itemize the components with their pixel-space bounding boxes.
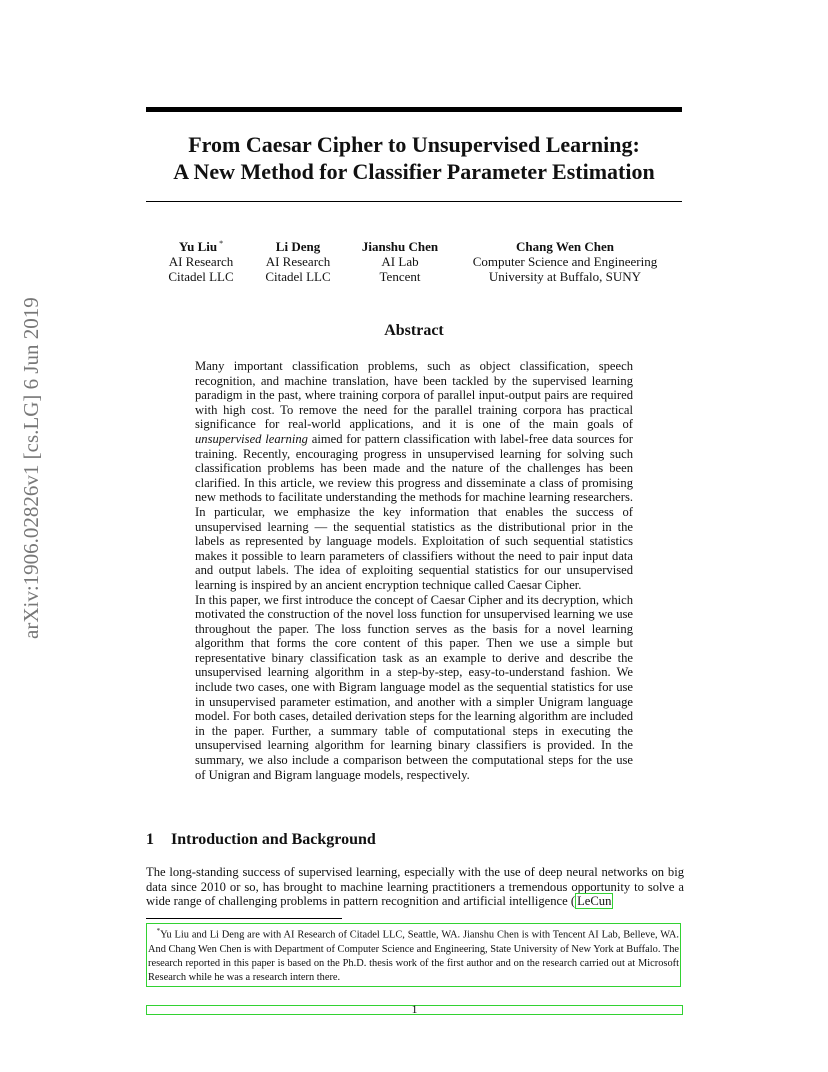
arxiv-stamp: arXiv:1906.02826v1 [cs.LG] 6 Jun 2019 [19, 297, 43, 639]
author-affiliation: AI Research [265, 254, 331, 269]
author-footnote-marker[interactable]: * [219, 238, 224, 248]
section-heading [146, 831, 376, 849]
author-block-1 [161, 239, 241, 284]
author-org: Citadel LLC [265, 269, 331, 284]
title-top-rule [146, 107, 682, 112]
author-affiliation: Computer Science and Engineering [472, 254, 658, 269]
author-org: Citadel LLC [168, 269, 234, 284]
author-name: Li Deng [275, 239, 321, 254]
author-name: Yu Liu [178, 239, 218, 254]
title-line-1: From Caesar Cipher to Unsupervised Learning: [188, 132, 640, 157]
author-affiliation: AI Lab [381, 254, 419, 269]
footnote-marker: * [156, 927, 161, 935]
title-bottom-rule [146, 201, 682, 202]
abstract-body [195, 359, 633, 782]
author-block-3 [355, 239, 445, 284]
title-line-2: A New Method for Classifier Parameter Estimation [173, 159, 655, 184]
footnote[interactable] [146, 923, 681, 987]
author-block-4 [462, 239, 668, 284]
abstract-paragraph-2: In this paper, we first introduce the concept of Caesar Cipher and its decryption, which motivated the construction of the novel loss function for unsupervised learning we use throughout the paper. The loss function serves as the basis for a novel learning algorithm that forms the core content of this paper. Then we use a simple but representative binary classification task as an example to derive and describe the unsupervised learning algorithm in a step-by-step, easy-to-understand fashion. We include two cases, one with Bigram language model as the sequential statistics for use in unsupervised parameter estimation, and another with a simpler Unigram language model. For both cases, detailed derivation steps for the learning algorithm are included in the paper. Further, a summary table of computational steps in executing the unsupervised learning algorithm for learning binary classifiers is provided. In the summary, we also include a comparison between the computational steps for the use of Unigran and Bigram language models, respectively. [195, 592, 633, 782]
author-block-2 [258, 239, 338, 284]
author-org: University at Buffalo, SUNY [488, 269, 642, 284]
footnote-rule [146, 918, 342, 919]
page-number: 1 [411, 1002, 418, 1016]
section-number: 1 [146, 831, 154, 848]
emphasis-unsupervised-learning: unsupervised learning [195, 431, 308, 446]
footnote-text: Yu Liu and Li Deng are with AI Research of Citadel LLC, Seattle, WA. Jianshu Chen is with Tencent AI Lab, Belleve, WA. And Chang Wen Chen is with Department of Computer Science and Engineering, State University of New York at Buffalo. The research reported in this paper is based on the Ph.D. thesis work of the first author and on the research carried out at Microsoft Research while he was a research intern there. [148, 929, 679, 984]
section-title: Introduction and Background [171, 831, 376, 848]
abstract-paragraph-1: Many important classification problems, such as object classification, speech recognition, and machine translation, have been tackled by the supervised learning paradigm in the past, where training corpora of parallel input-output pairs are required with high cost. To remove the need for the parallel training corpora has practical significance for real-world applications, and it is one of the main goals of unsupervised learning aimed for pattern classification with label-free data sources for training. Recently, encouraging progress in unsupervised learning for solving such classification problems has been made and the nature of the challenges has been clarified. In this article, we review this progress and disseminate a class of promising new methods to facilitate understanding the methods for machine learning researchers. In particular, we emphasize the key information that enables the success of unsupervised learning — the sequential statistics as the distributional prior in the labels as represented by language models. Exploitation of such sequential statistics makes it possible to learn parameters of classifiers without the need to pair input data and output labels. The idea of exploiting sequential statistics for our unsupervised learning is inspired by an ancient encryption technique called Caesar Cipher. [195, 359, 633, 592]
paper-title [146, 131, 682, 185]
citation-link[interactable]: LeCun [577, 894, 612, 909]
author-org: Tencent [379, 269, 421, 284]
intro-paragraph: The long-standing success of supervised learning, especially with the use of deep neural networks on big data since 2010 or so, has brought to machine learning practitioners a tremendous opportunity to solve a wide range of challenging problems in pattern recognition and artificial intelligence ( LeCun [146, 865, 684, 909]
author-affiliation: AI Research [168, 254, 234, 269]
abstract-heading: Abstract [384, 322, 444, 339]
author-name: Jianshu Chen [361, 239, 439, 254]
author-name: Chang Wen Chen [515, 239, 614, 254]
